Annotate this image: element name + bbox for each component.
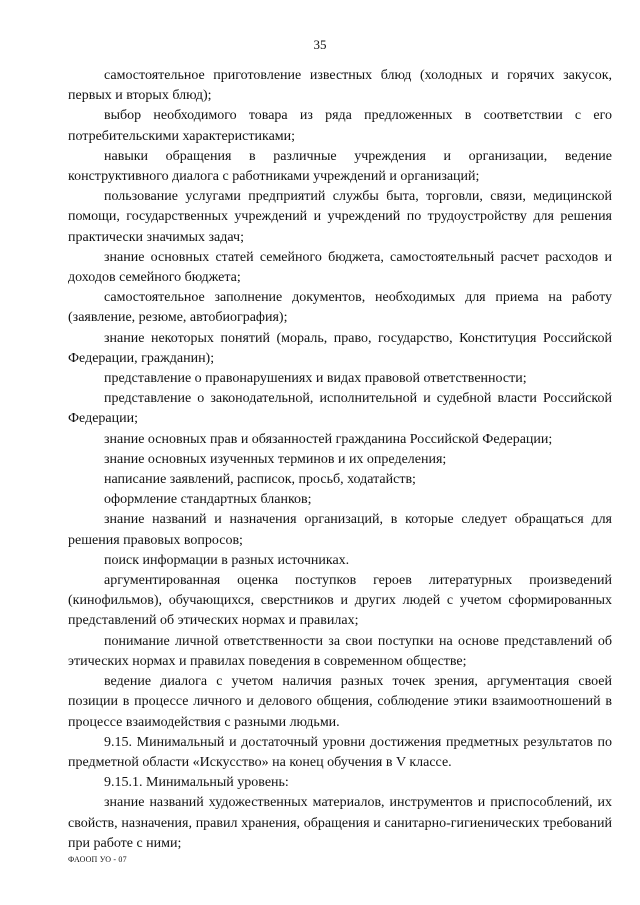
paragraph: навыки обращения в различные учреждения и организации, ведение конструктивного диалога с работниками учреждений и организаций; [68,148,612,185]
paragraph: знание основных изученных терминов и их определения; [104,451,447,467]
paragraph: представление о правонарушениях и видах правовой ответственности; [104,371,527,387]
paragraph: представление о законодательной, исполнительной и судебной власти Российской Федерации; [68,391,612,427]
paragraph: аргументированная оценка поступков героев литературных произведений (кинофильмов), обучающихся, сверстников и других людей с учетом сформированных представлений об этических нормах и правилах; [68,573,612,629]
paragraph: знание названий и назначения организаций, в которые следует обращаться для решения правовых вопросов; [68,512,612,548]
document-code-footer: ФАООП УО - 07 [68,855,127,864]
paragraph: написание заявлений, расписок, просьб, ходатайств; [104,472,416,488]
document-body [68,66,612,854]
paragraph: понимание личной ответственности за свои поступки на основе представлений об этических нормах и правилах поведения в современном обществе; [68,633,612,669]
section-heading-9-15: 9.15. Минимальный и достаточный уровни достижения предметных результатов по предметной области «Искусство» на конец обучения в V классе. [68,734,612,770]
paragraph: знание названий художественных материалов, инструментов и приспособлений, их свойств, назначения, правил хранения, обращения и санитарно-гигиенических требований при работе с ними; [68,795,612,851]
paragraph: знание основных прав и обязанностей гражданина Российской Федерации; [104,431,553,447]
paragraph: поиск информации в разных источниках. [104,552,350,568]
page-number: 35 [313,37,327,52]
paragraph: самостоятельное приготовление известных блюд (холодных и горячих закусок, первых и вторых блюд); [68,68,612,104]
paragraph: оформление стандартных бланков; [104,492,312,508]
paragraph: ведение диалога с учетом наличия разных точек зрения, аргументация своей позиции в процессе личного и делового общения, соблюдение этики взаимоотношений в процессе взаимодействия с разными людьми. [68,674,612,730]
paragraph: пользование услугами предприятий службы быта, торговли, связи, медицинской помощи, государственных учреждений и учреждений по трудоустройству для решения практически значимых задач; [68,189,612,245]
paragraph: самостоятельное заполнение документов, необходимых для приема на работу (заявление, резюме, автобиография); [68,290,612,326]
paragraph: знание основных статей семейного бюджета, самостоятельный расчет расходов и доходов семейного бюджета; [68,249,612,286]
paragraph: знание некоторых понятий (мораль, право, государство, Конституция Российской Федерации, гражданин); [68,330,612,366]
subsection-heading-9-15-1: 9.15.1. Минимальный уровень: [104,775,289,791]
paragraph: выбор необходимого товара из ряда предложенных в соответствии с его потребительскими характеристиками; [68,108,612,144]
